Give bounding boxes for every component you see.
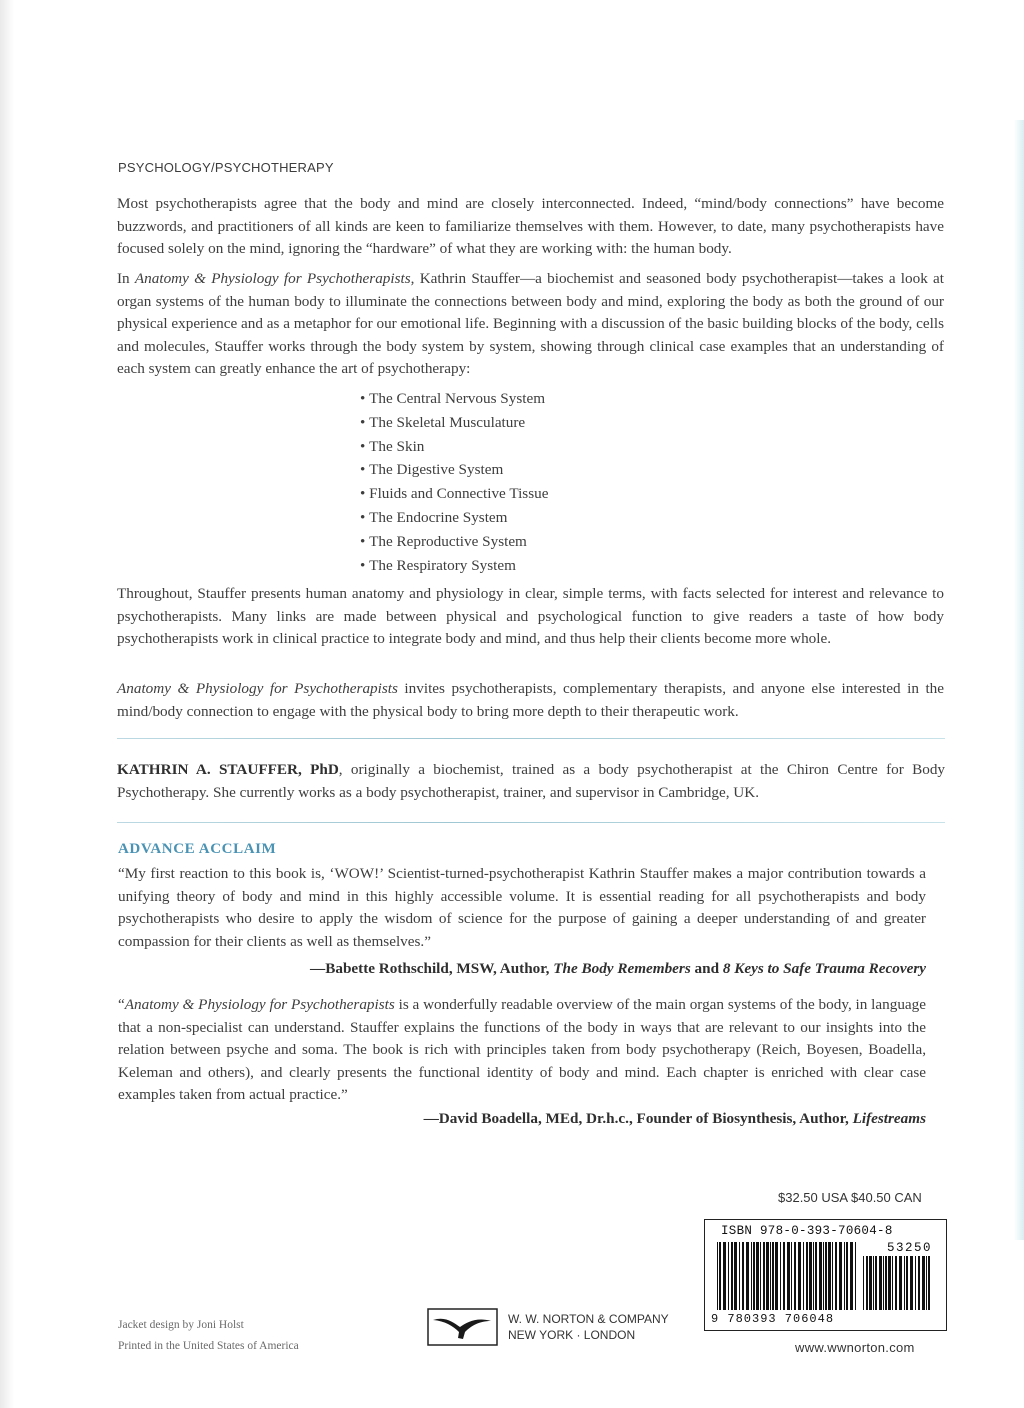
category-label: PSYCHOLOGY/PSYCHOTHERAPY bbox=[118, 160, 334, 175]
attribution-conjunction: and bbox=[690, 960, 723, 977]
scan-edge-right bbox=[1014, 120, 1024, 1240]
printed-in: Printed in the United States of America bbox=[118, 1340, 299, 1352]
acclaim-heading: ADVANCE ACCLAIM bbox=[118, 841, 277, 857]
description-paragraph bbox=[117, 268, 944, 381]
quote-open-mark: “ bbox=[118, 996, 125, 1013]
list-item: • The Skeletal Musculature bbox=[360, 411, 548, 435]
scan-edge-left bbox=[0, 0, 14, 1408]
list-item: • The Central Nervous System bbox=[360, 387, 548, 411]
reviewer-book-title: Lifestreams bbox=[852, 1110, 926, 1127]
reviewer-name: —Babette Rothschild, MSW, Author, bbox=[310, 960, 554, 977]
review-quote-text: is a wonderfully readable overview of the main organ systems of the body, in language that a non-specialist can understand. Stauffer explains the functions of the body in ways that are relevant to our insights into the relation between psyche and soma. The book is rich with principles taken from body psychotherapy (Reich, Boyesen, Boadella, Keleman and others), and clearly presents the functional identity of body and mind. Each chapter is enriched with clear case examples taken from actual practice.” bbox=[118, 996, 926, 1103]
review-quote: “My first reaction to this book is, ‘WOW!’ Scientist-turned-psychotherapist Kathrin Stauffer makes a major contribution towards a unifying theory of body and mind in this highly accessible volume. It is essential reading for all psychotherapists and body psychotherapists who desire to apply the wisdom of science for the purpose of gaining a deeper understanding of and greater compassion for their clients as well as themselves.” bbox=[118, 865, 926, 950]
list-item: • The Reproductive System bbox=[360, 530, 548, 554]
list-item: • The Respiratory System bbox=[360, 554, 548, 578]
list-item: • The Digestive System bbox=[360, 458, 548, 482]
book-title: Anatomy & Physiology for Psychotherapists bbox=[134, 270, 411, 287]
author-bio-text: , originally a biochemist, trained as a body psychotherapist at the Chiron Centre for Body Psychotherapy. She currently works as a body psychotherapist, trainer, and supervisor in Cambridge, UK. bbox=[117, 761, 946, 801]
review-attribution bbox=[310, 960, 926, 978]
list-item: • Fluids and Connective Tissue bbox=[360, 482, 548, 506]
list-item: • The Endocrine System bbox=[360, 506, 548, 530]
list-item: • The Skin bbox=[360, 435, 548, 459]
jacket-credit: Jacket design by Joni Holst bbox=[118, 1319, 244, 1331]
review-attribution bbox=[424, 1110, 926, 1128]
barcode bbox=[704, 1219, 947, 1331]
intro-paragraph: Most psychotherapists agree that the body and mind are closely interconnected. Indeed, “mind/body connections” have become buzzwords, and practitioners of all kinds are keen to familiarize themselves with them. However, to date, many psychotherapists have focused solely on the mind, ignoring the “hardware” of what they are working with: the human body. bbox=[117, 195, 944, 257]
closing-text: invites psychotherapists, complementary therapists, and anyone else interested in the mind/body connection to engage with the physical body to bring more depth to their therapeutic work. bbox=[117, 680, 945, 720]
divider bbox=[117, 822, 945, 823]
publisher-city: NEW YORK · LONDON bbox=[508, 1328, 636, 1342]
author-bio bbox=[117, 759, 945, 804]
systems-list bbox=[360, 387, 548, 577]
publisher-name bbox=[508, 1311, 669, 1343]
description-lead: In bbox=[117, 270, 135, 287]
isbn-label: ISBN 978-0-393-70604-8 bbox=[721, 1224, 893, 1238]
reviewer-name: —David Boadella, MEd, Dr.h.c., Founder of Biosynthesis, Author, bbox=[423, 1110, 853, 1127]
price-code: 53250 bbox=[886, 1241, 932, 1255]
author-name: KATHRIN A. STAUFFER bbox=[117, 761, 298, 778]
author-degree: , PhD bbox=[298, 761, 339, 778]
barcode-bars bbox=[717, 1242, 857, 1310]
publisher-company: W. W. NORTON & COMPANY bbox=[508, 1312, 669, 1326]
price-label: $32.50 USA $40.50 CAN bbox=[778, 1190, 922, 1205]
barcode-addon-bars bbox=[863, 1256, 933, 1310]
reviewer-book-title: 8 Keys to Safe Trauma Recovery bbox=[722, 960, 926, 977]
norton-logo bbox=[427, 1308, 498, 1346]
barcode-digits: 9 780393 706048 bbox=[711, 1312, 835, 1326]
summary-paragraph: Throughout, Stauffer presents human anatomy and physiology in clear, simple terms, with facts selected for interest and relevance to psychotherapists. Many links are made between physical and psychological function to give readers a taste of how body psychotherapists work in clinical practice to integrate body and mind, and thus help their clients become more whole. bbox=[117, 585, 944, 647]
divider bbox=[117, 738, 945, 739]
description-text: , Kathrin Stauffer—a biochemist and seasoned body psychotherapist—takes a look at organ systems of the human body to illuminate the connections between body and mind, exploring the body as both the ground of our physical experience and as a metaphor for our emotional life. Beginning with a discussion of the basic building blocks of the body, cells and molecules, Stauffer works through the body system by system, showing through clinical case examples that an understanding of each system can greatly enhance the art of psychotherapy: bbox=[117, 270, 945, 377]
closing-paragraph bbox=[117, 678, 944, 723]
publisher-website: www.wwnorton.com bbox=[795, 1340, 915, 1355]
book-title: Anatomy & Physiology for Psychotherapists bbox=[124, 996, 395, 1013]
reviewer-book-title: The Body Remembers bbox=[553, 960, 691, 977]
review-quote bbox=[118, 994, 926, 1107]
book-title: Anatomy & Physiology for Psychotherapists bbox=[117, 680, 398, 697]
